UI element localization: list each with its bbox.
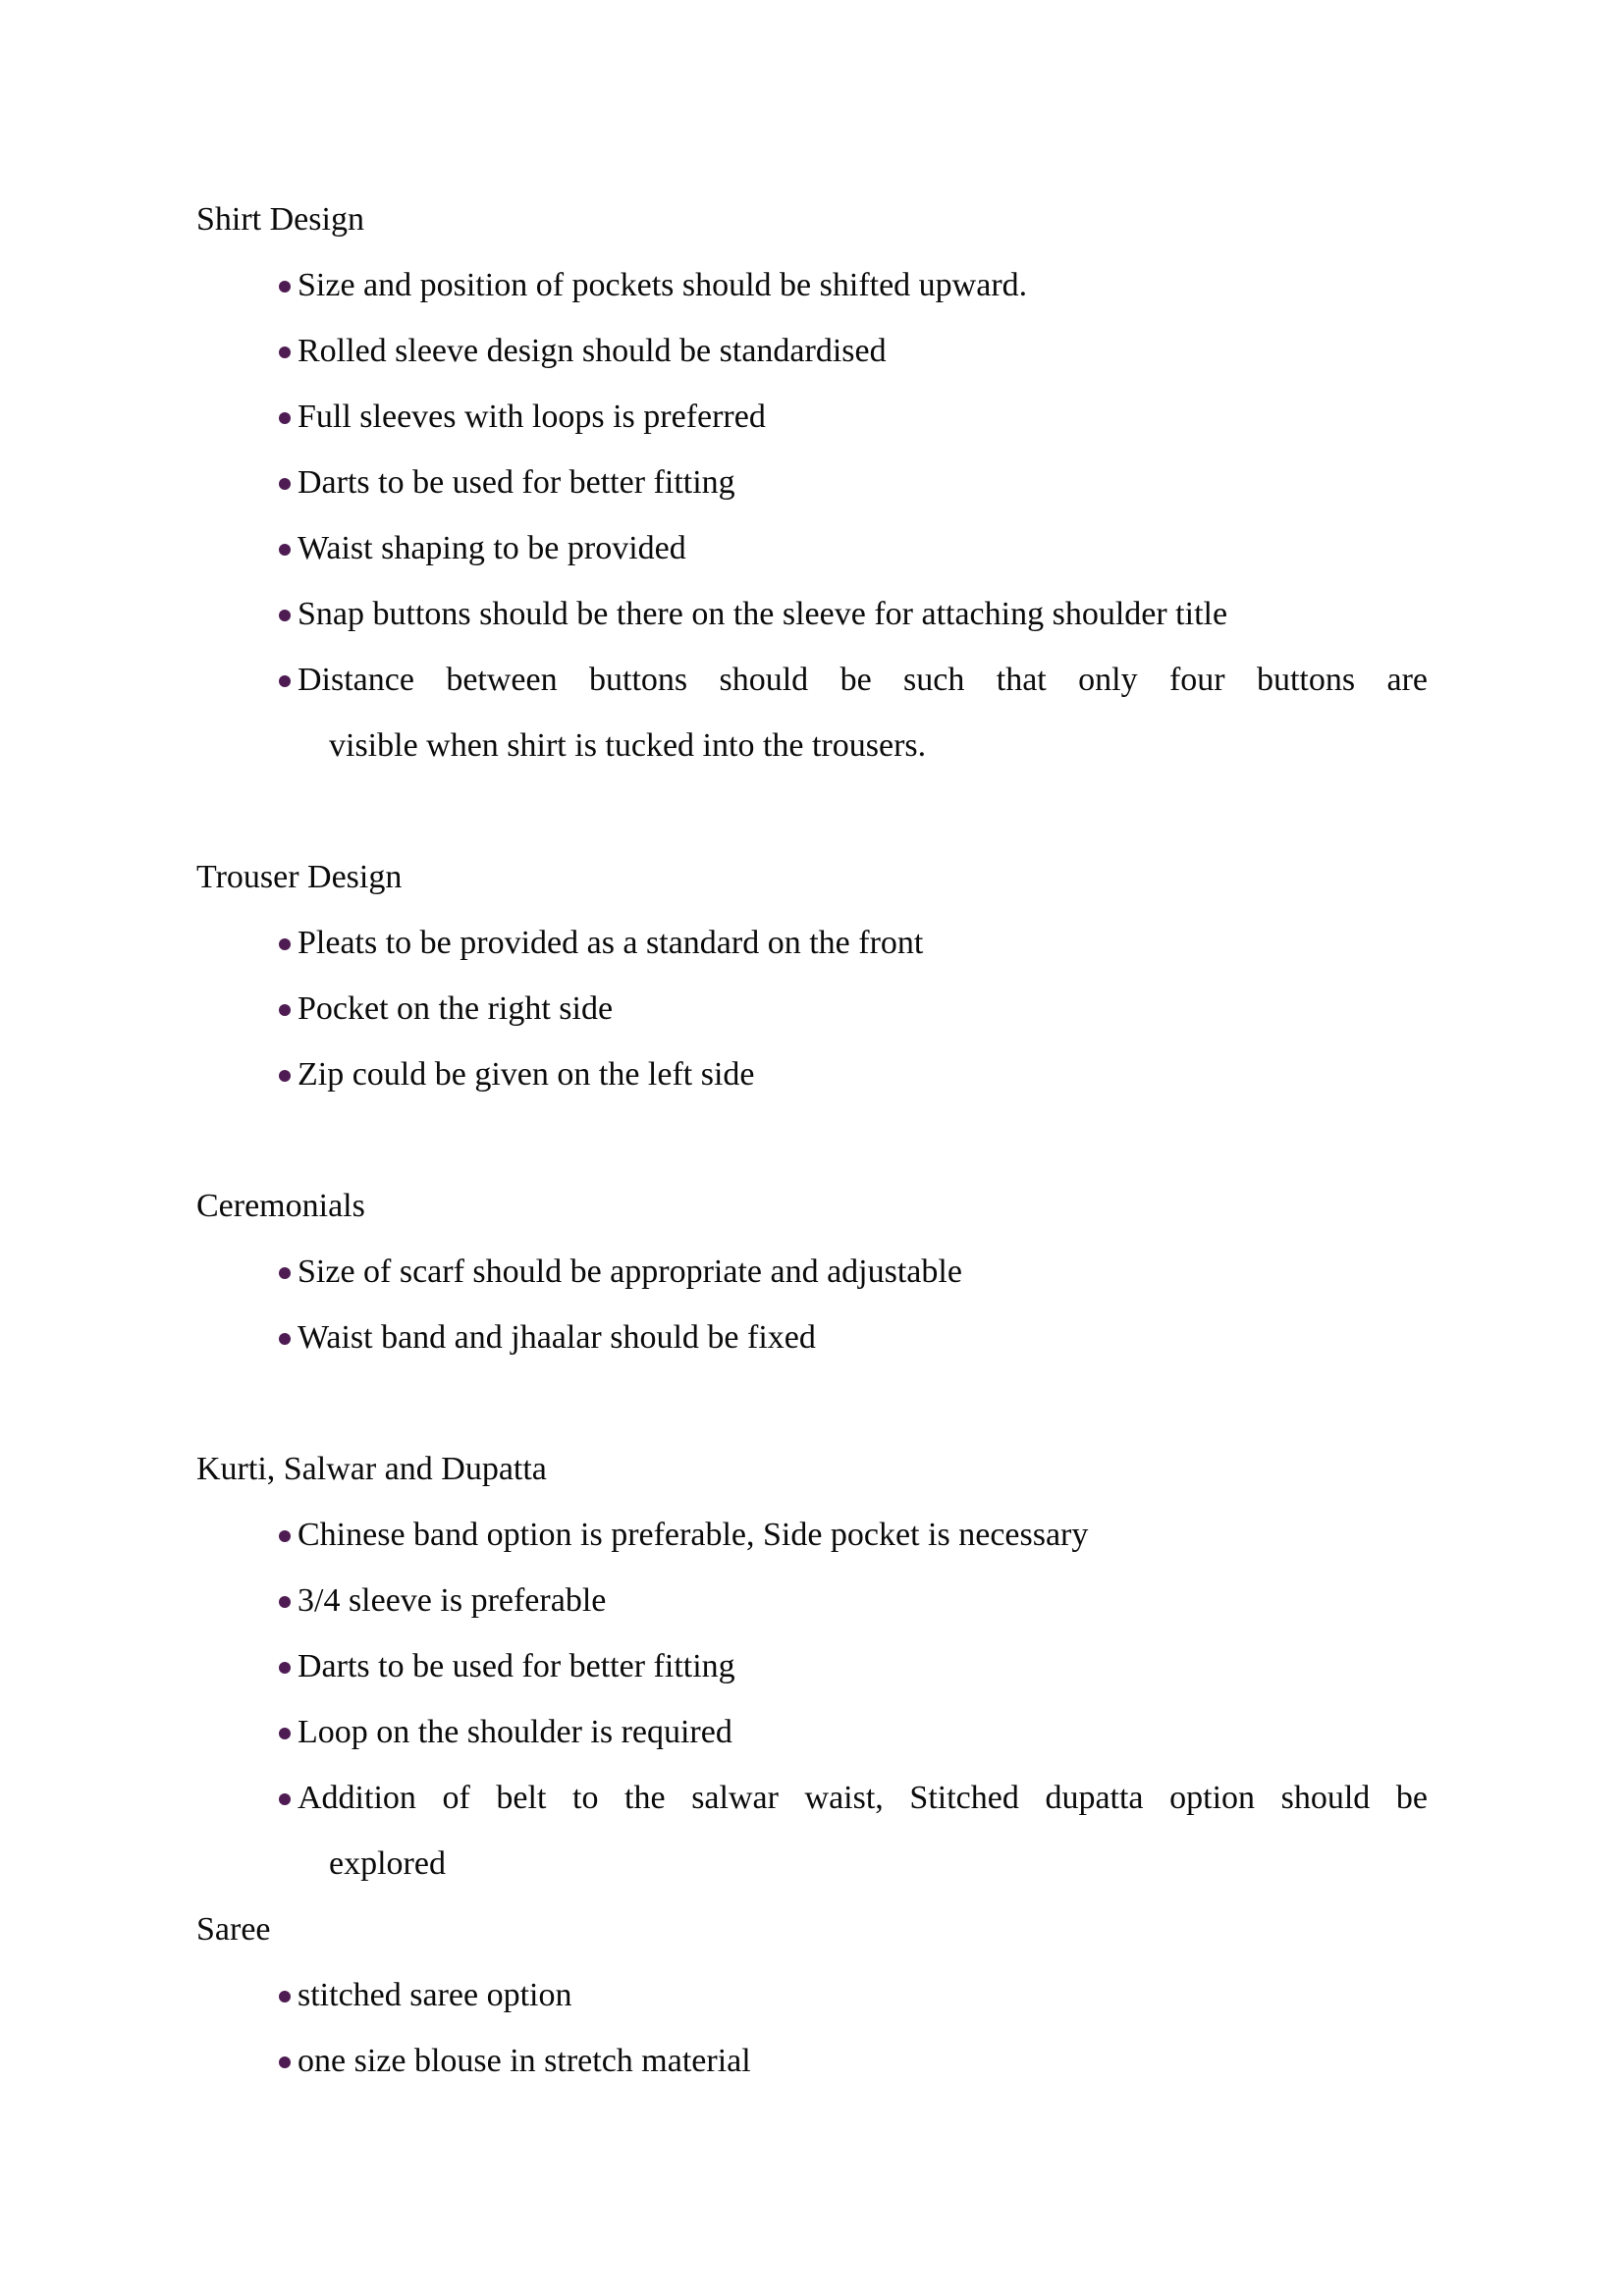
list-item-text-line1: Addition of belt to the salwar waist, Stitched dupatta option should be (298, 1780, 1428, 1816)
bullet-icon (279, 347, 291, 358)
bullet-icon (279, 938, 291, 950)
list-item-text: Pocket on the right side (298, 990, 614, 1027)
list-item (196, 910, 1428, 976)
bullet-icon (279, 1728, 291, 1739)
list-item-text-line1: Distance between buttons should be such that only four buttons are (298, 662, 1428, 698)
section-heading: Ceremonials (196, 1188, 365, 1224)
bullet-list (196, 252, 1428, 778)
bullet-icon (279, 1596, 291, 1608)
list-item (196, 1699, 1428, 1765)
list-item-text: Size and position of pockets should be shifted upward. (298, 267, 1028, 303)
spacer (196, 1107, 1428, 1173)
list-item-text: Darts to be used for better fitting (298, 464, 735, 501)
list-item (196, 1568, 1428, 1633)
list-item (196, 1502, 1428, 1568)
list-item (196, 976, 1428, 1041)
section-kurti-salwar-dupatta (196, 1436, 1428, 1896)
list-item (196, 647, 1428, 778)
list-item (196, 1239, 1428, 1305)
bullet-icon (279, 1991, 291, 2002)
list-item-text: Size of scarf should be appropriate and adjustable (298, 1254, 962, 1290)
bullet-list (196, 1962, 1428, 2094)
list-item-text: Full sleeves with loops is preferred (298, 399, 766, 435)
list-item (196, 1305, 1428, 1370)
list-item-text-line2: explored (329, 1845, 446, 1882)
list-item (196, 252, 1428, 318)
list-item (196, 515, 1428, 581)
bullet-list (196, 910, 1428, 1107)
bullet-icon (279, 2056, 291, 2068)
list-item (196, 384, 1428, 450)
list-item-text: one size blouse in stretch material (298, 2043, 751, 2079)
list-item-text: Zip could be given on the left side (298, 1056, 755, 1093)
list-item (196, 318, 1428, 384)
list-item (196, 450, 1428, 515)
list-item (196, 1962, 1428, 2028)
list-item (196, 1041, 1428, 1107)
spacer (196, 1370, 1428, 1436)
list-item-text: Rolled sleeve design should be standardised (298, 333, 887, 369)
bullet-list (196, 1239, 1428, 1370)
list-item-text: Darts to be used for better fitting (298, 1648, 735, 1684)
bullet-icon (279, 1333, 291, 1345)
bullet-icon (279, 1004, 291, 1016)
bullet-icon (279, 1662, 291, 1674)
list-item-text: Pleats to be provided as a standard on the front (298, 925, 924, 961)
bullet-icon (279, 412, 291, 424)
bullet-icon (279, 281, 291, 293)
list-item-text: Loop on the shoulder is required (298, 1714, 732, 1750)
bullet-icon (279, 1530, 291, 1542)
list-item (196, 1765, 1428, 1896)
section-shirt-design (196, 187, 1428, 778)
bullet-icon (279, 544, 291, 556)
list-item (196, 581, 1428, 647)
list-item-text: 3/4 sleeve is preferable (298, 1582, 607, 1619)
list-item-text: stitched saree option (298, 1977, 572, 2013)
section-heading: Kurti, Salwar and Dupatta (196, 1451, 547, 1487)
bullet-icon (279, 1793, 291, 1805)
section-saree (196, 1896, 1428, 2094)
bullet-icon (279, 1070, 291, 1082)
section-heading: Saree (196, 1911, 271, 1948)
section-heading: Trouser Design (196, 859, 403, 895)
section-trouser-design (196, 844, 1428, 1107)
list-item-text: Snap buttons should be there on the sleeve for attaching shoulder title (298, 596, 1228, 632)
section-heading: Shirt Design (196, 201, 364, 238)
bullet-icon (279, 675, 291, 687)
bullet-icon (279, 478, 291, 490)
list-item-text: Waist band and jhaalar should be fixed (298, 1319, 816, 1356)
list-item-text: Waist shaping to be provided (298, 530, 686, 566)
bullet-icon (279, 610, 291, 621)
list-item-text-line2: visible when shirt is tucked into the trousers. (329, 727, 927, 764)
bullet-icon (279, 1267, 291, 1279)
list-item (196, 1633, 1428, 1699)
section-ceremonials (196, 1173, 1428, 1370)
bullet-list (196, 1502, 1428, 1896)
spacer (196, 778, 1428, 844)
list-item (196, 2028, 1428, 2094)
list-item-text: Chinese band option is preferable, Side pocket is necessary (298, 1517, 1089, 1553)
